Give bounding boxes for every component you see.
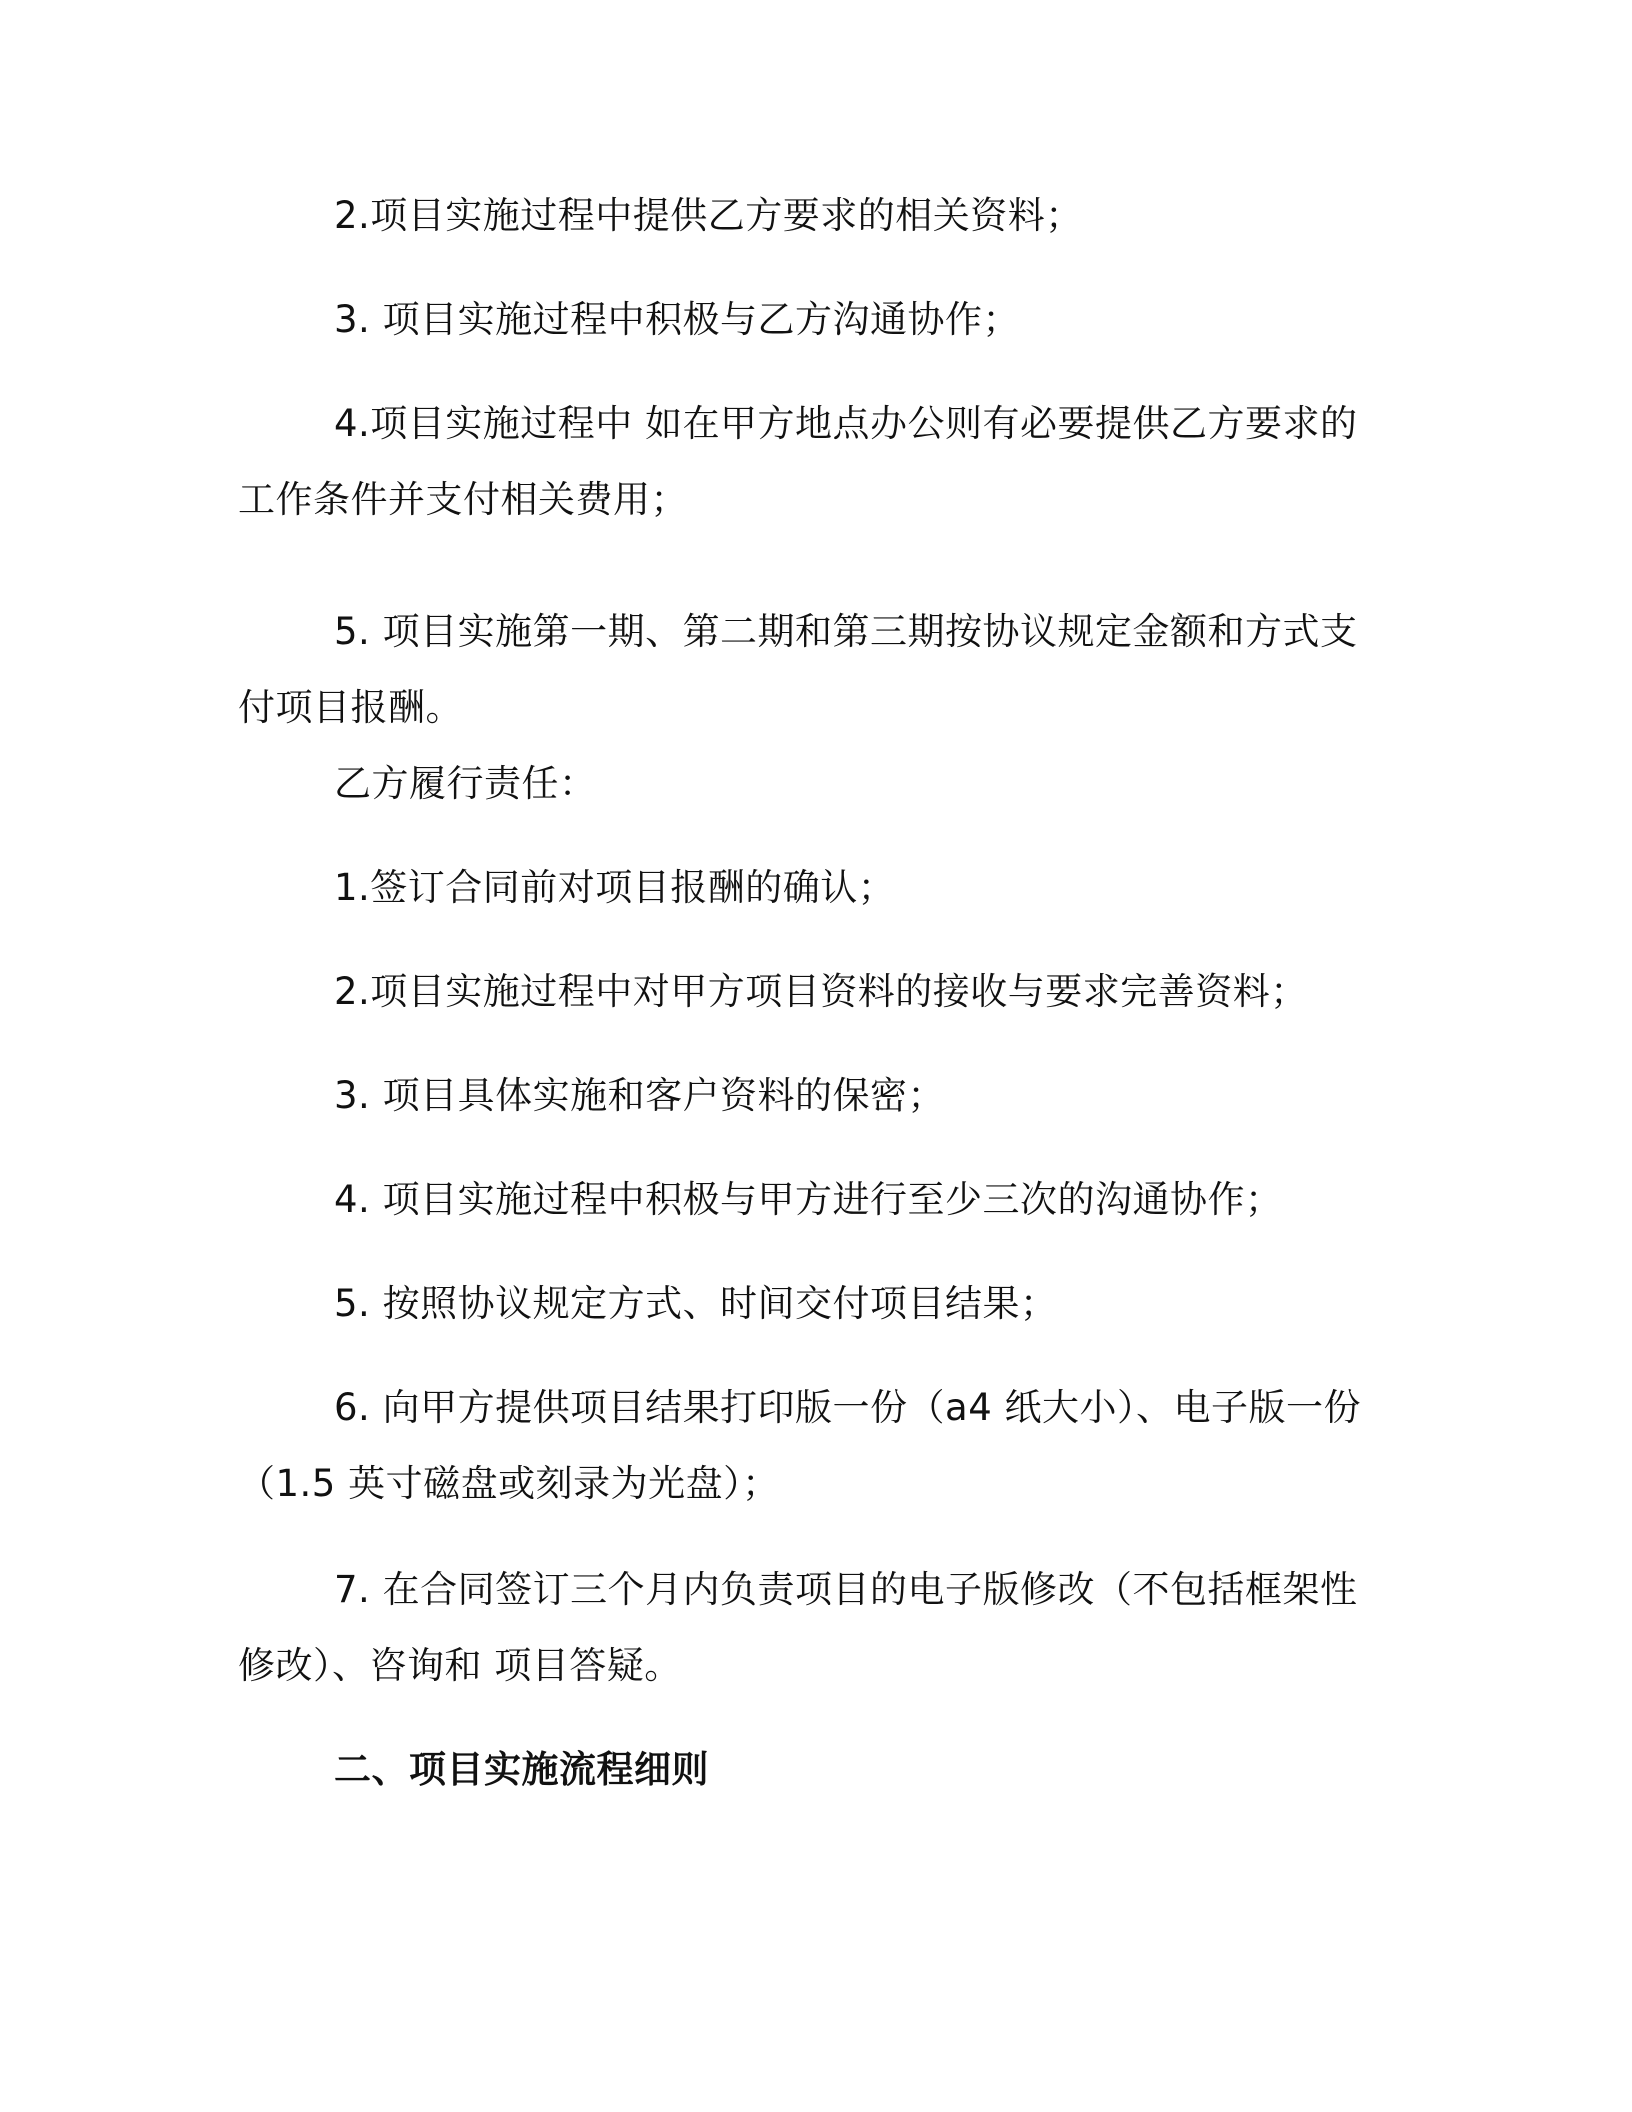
paragraph-party-a-item-4: 4.项目实施过程中 如在甲方地点办公则有必要提供乙方要求的工作条件并支付相关费用；	[238, 402, 1358, 521]
paragraph-party-b-item-7: 7. 在合同签订三个月内负责项目的电子版修改（不包括框架性修改）、咨询和 项目答疑。	[238, 1568, 1358, 1687]
paragraph-party-b-item-3: 3. 项目具体实施和客户资料的保密；	[334, 1074, 946, 1117]
section-heading-implementation-process: 二、项目实施流程细则	[334, 1748, 709, 1791]
paragraph-party-a-item-5: 5. 项目实施第一期、第二期和第三期按协议规定金额和方式支付项目报酬。	[238, 610, 1358, 729]
paragraph-party-b-item-2: 2.项目实施过程中对甲方项目资料的接收与要求完善资料；	[334, 970, 1308, 1013]
paragraph-party-a-item-3: 3. 项目实施过程中积极与乙方沟通协作；	[334, 298, 1021, 341]
party-b-responsibilities-heading: 乙方履行责任：	[334, 762, 597, 805]
paragraph-party-a-item-2: 2.项目实施过程中提供乙方要求的相关资料；	[334, 194, 1083, 237]
paragraph-party-b-item-6: 6. 向甲方提供项目结果打印版一份（a4 纸大小）、电子版一份（1.5 英寸磁盘或刻录为光盘）；	[238, 1386, 1362, 1505]
paragraph-party-b-item-4: 4. 项目实施过程中积极与甲方进行至少三次的沟通协作；	[334, 1178, 1283, 1221]
paragraph-party-b-item-1: 1.签订合同前对项目报酬的确认；	[334, 866, 896, 909]
paragraph-party-b-item-5: 5. 按照协议规定方式、时间交付项目结果；	[334, 1282, 1058, 1325]
